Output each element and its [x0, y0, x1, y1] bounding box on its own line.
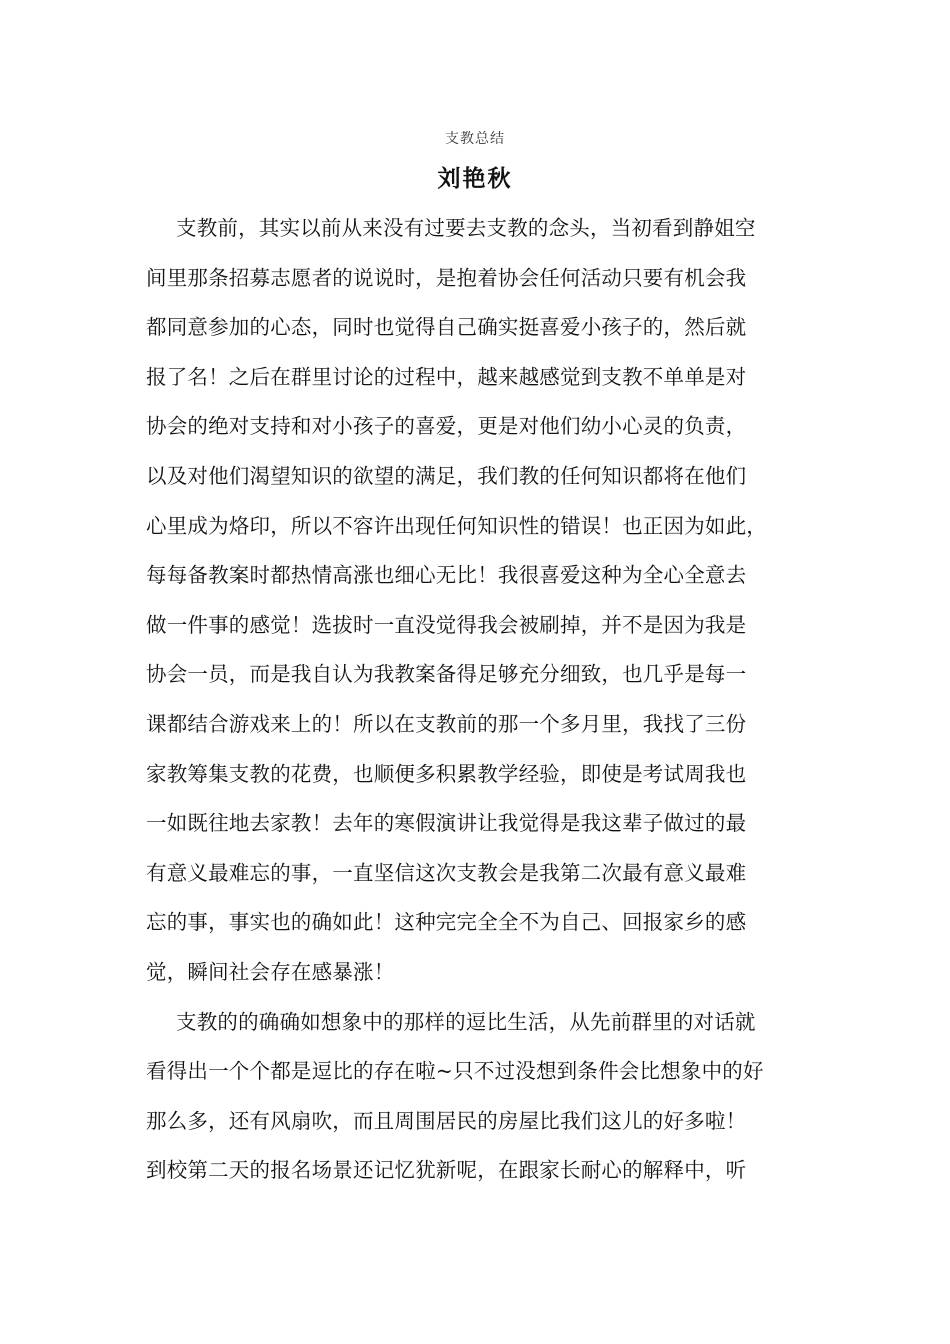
paragraph-line: 有意义最难忘的事，一直坚信这次支教会是我第二次最有意义最难: [146, 860, 747, 885]
paragraph-line: 家教筹集支教的花费，也顺便多积累教学经验，即使是考试周我也: [146, 761, 747, 786]
paragraph-line: 间里那条招募志愿者的说说时，是抱着协会任何活动只要有机会我: [146, 265, 747, 290]
paragraph-line: 都同意参加的心态，同时也觉得自己确实挺喜爱小孩子的，然后就: [146, 315, 747, 340]
paragraph-line: 协会的绝对支持和对小孩子的喜爱，更是对他们幼小心灵的负责，: [146, 414, 747, 439]
page-header: 支教总结: [445, 131, 505, 147]
paragraph-line: 看得出一个个都是逗比的存在啦~只不过没想到条件会比想象中的好: [146, 1059, 764, 1084]
paragraph-line: 报了名！之后在群里讨论的过程中，越来越感觉到支教不单单是对: [146, 364, 747, 389]
author-title: 刘艳秋: [437, 166, 513, 192]
paragraph-line: 觉，瞬间社会存在感暴涨！: [146, 959, 395, 984]
paragraph-line: 课都结合游戏来上的！所以在支教前的那一个多月里，我找了三份: [146, 711, 747, 736]
paragraph-line: 那么多，还有风扇吹，而且周围居民的房屋比我们这儿的好多啦！: [146, 1108, 747, 1133]
paragraph-line: 每每备教案时都热情高涨也细心无比！我很喜爱这种为全心全意去: [146, 563, 747, 588]
paragraph-line: 忘的事，事实也的确如此！这种完完全全不为自己、回报家乡的感: [146, 910, 747, 935]
paragraph-line: 心里成为烙印，所以不容许出现任何知识性的错误！也正因为如此，: [146, 513, 767, 538]
paragraph-line: 做一件事的感觉！选拔时一直没觉得我会被刷掉，并不是因为我是: [146, 612, 747, 637]
body-text: [146, 204, 836, 1196]
paragraph-line: 到校第二天的报名场景还记忆犹新呢，在跟家长耐心的解释中，听: [146, 1158, 747, 1183]
paragraph-line: 协会一员，而是我自认为我教案备得足够充分细致，也几乎是每一: [146, 662, 747, 687]
paragraph-line: 一如既往地去家教！去年的寒假演讲让我觉得是我这辈子做过的最: [146, 811, 747, 836]
paragraph-line: 支教前，其实以前从来没有过要去支教的念头，当初看到静姐空: [176, 216, 756, 240]
paragraph-line: 以及对他们渴望知识的欲望的满足，我们教的任何知识都将在他们: [146, 463, 747, 488]
paragraph-line: 支教的的确确如想象中的那样的逗比生活，从先前群里的对话就: [176, 1009, 756, 1034]
